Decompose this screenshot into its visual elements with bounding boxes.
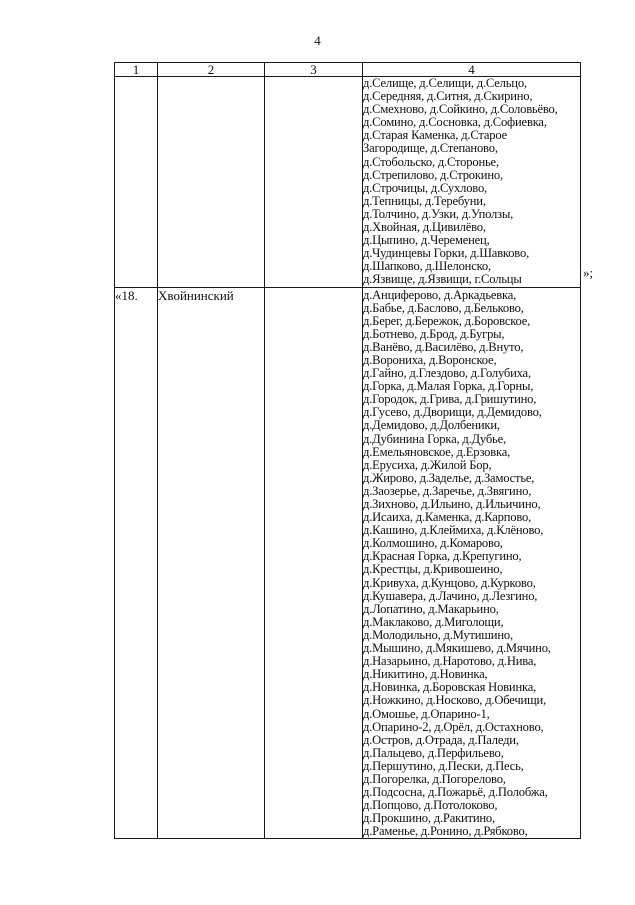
settlement-line: д.Першутино, д.Пески, д.Песь, [363, 758, 524, 773]
row-number-cell: «18. [115, 287, 158, 839]
settlement-line: д.Тепницы, д.Теребуни, [363, 193, 486, 208]
settlement-line: д.Ворониха, д.Воронское, [363, 352, 497, 367]
settlement-line: д.Исаиха, д.Каменка, д.Карпово, [363, 510, 532, 525]
settlement-line: д.Сомино, д.Сосновка, д.Софиевка, [363, 115, 547, 130]
settlement-line: д.Хвойная, д.Цивилёво, [363, 220, 486, 235]
settlement-line: д.Колмошино, д.Комарово, [363, 536, 503, 551]
settlement-line: д.Красная Горка, д.Крепугино, [363, 549, 522, 564]
settlement-line: д.Жирово, д.Заделье, д.Замостье, [363, 470, 535, 485]
row-number-cell [115, 77, 158, 288]
settlement-line: д.Дубинина Горка, д.Дубье, [363, 431, 506, 446]
column-header-3: 3 [265, 63, 363, 77]
settlement-line: д.Остров, д.Отрада, д.Паледи, [363, 732, 519, 747]
settlement-line: д.Лопатино, д.Макарьино, [363, 601, 499, 616]
page-number: 4 [314, 33, 321, 48]
settlement-line: д.Демидово, д.Долбеники, [363, 418, 500, 433]
settlement-line: д.Заозерье, д.Заречье, д.Звягино, [363, 483, 532, 498]
settlement-line: д.Кривуха, д.Кунцово, д.Курково, [363, 575, 536, 590]
settlement-line: д.Анциферово, д.Аркадьевка, [363, 287, 517, 302]
settlement-line: д.Мышино, д.Мякишево, д.Мячино, [363, 641, 551, 656]
settlement-line: д.Стрепилово, д.Строкино, [363, 167, 503, 182]
settlement-list [363, 77, 580, 287]
table-header-row [115, 63, 581, 77]
settlement-line: Загородище, д.Степаново, [363, 141, 498, 156]
settlement-line: д.Кушавера, д.Лачино, д.Лезгино, [363, 588, 538, 603]
settlement-line: д.Цыпино, д.Череменец, [363, 233, 490, 248]
settlement-line: д.Горка, д.Малая Горка, д.Горны, [363, 379, 534, 394]
settlement-line: д.Пальцево, д.Перфильево, [363, 745, 504, 760]
settlement-line: д.Кашино, д.Клеймиха, д.Клёново, [363, 523, 544, 538]
column-header-1: 1 [115, 63, 158, 77]
settlement-list [363, 289, 580, 839]
settlement-line: д.Прокшино, д.Ракитино, [363, 811, 495, 826]
district-name-cell: Хвойнинский [158, 287, 265, 839]
settlements-table [114, 62, 581, 839]
settlement-line: д.Опарино-2, д.Орёл, д.Остахново, [363, 719, 544, 734]
settlement-line: д.Селище, д.Селищи, д.Сельцо, [363, 76, 527, 90]
settlement-line: д.Погорелка, д.Погорелово, [363, 771, 506, 786]
settlement-line: д.Шапково, д.Шелонско, [363, 259, 491, 274]
settlement-line: д.Емельяновское, д.Ерзовка, [363, 444, 511, 459]
column-header-2: 2 [158, 63, 265, 77]
settlement-line: д.Ерусиха, д.Жилой Бор, [363, 457, 492, 472]
settlement-line: д.Язвище, д.Язвищи, г.Сольцы [363, 272, 522, 287]
settlement-line: д.Чудинцевы Горки, д.Шавково, [363, 246, 530, 261]
district-name-cell [158, 77, 265, 288]
settlement-line: д.Ножкино, д.Носково, д.Обечищи, [363, 693, 547, 708]
column-header-4: 4 [363, 63, 581, 77]
settlement-line: д.Строчицы, д.Сухлово, [363, 180, 488, 195]
settlement-line: д.Гусево, д.Дворищи, д.Демидово, [363, 405, 542, 420]
settlement-line: д.Омошье, д.Опарино-1, [363, 706, 490, 721]
settlement-line: д.Крестцы, д.Кривошеино, [363, 562, 503, 577]
settlement-line: д.Середняя, д.Ситня, д.Скирино, [363, 89, 533, 104]
settlement-line: д.Подсосна, д.Пожарьё, д.Полобжа, [363, 785, 548, 800]
settlement-line: д.Бабье, д.Баслово, д.Бельково, [363, 300, 524, 315]
settlement-line: д.Смехново, д.Сойкино, д.Соловьёво, [363, 102, 558, 117]
closing-quote-mark: »; [583, 265, 594, 280]
settlement-line: д.Маклаково, д.Миголощи, [363, 614, 504, 629]
settlement-list-cell [363, 77, 581, 288]
settlement-line: д.Стобольско, д.Сторонье, [363, 154, 499, 169]
column-3-cell [265, 77, 363, 288]
table-row [115, 77, 581, 288]
settlement-line: д.Назарьино, д.Наротово, д.Нива, [363, 654, 537, 669]
settlement-line: д.Городок, д.Грива, д.Гришутино, [363, 392, 537, 407]
settlement-line: д.Новинка, д.Боровская Новинка, [363, 680, 537, 695]
settlement-line: д.Зихново, д.Ильино, д.Ильичино, [363, 497, 541, 511]
settlement-line: д.Молодильно, д.Мутишино, [363, 627, 513, 642]
settlement-line: д.Старая Каменка, д.Старое [363, 128, 507, 143]
settlement-line: д.Никитино, д.Новинка, [363, 667, 488, 682]
settlement-line: д.Ванёво, д.Василёво, д.Внуто, [363, 339, 524, 354]
settlement-list-cell [363, 287, 581, 839]
settlement-line: д.Берег, д.Бережок, д.Боровское, [363, 313, 531, 328]
settlement-line: д.Ботнево, д.Брод, д.Бугры, [363, 326, 505, 341]
table-row [115, 287, 581, 839]
settlement-line: д.Раменье, д.Ронино, д.Рябково, [363, 824, 528, 839]
settlement-line: д.Попцово, д.Потолоково, [363, 798, 498, 813]
column-3-cell [265, 287, 363, 839]
settlement-line: д.Гайно, д.Глездово, д.Голубиха, [363, 366, 531, 381]
settlement-line: д.Толчино, д.Узки, д.Уползы, [363, 206, 514, 221]
